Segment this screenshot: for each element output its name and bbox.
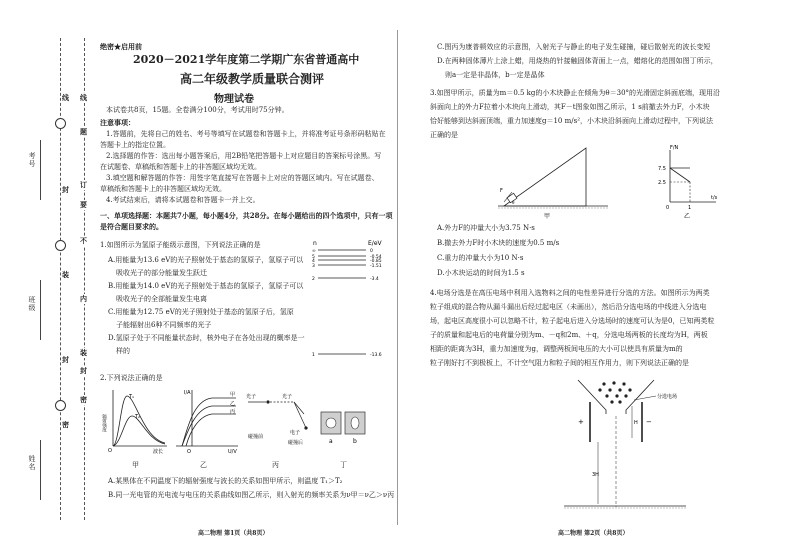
q1-option-a: A.用能量为13.6 eV的光子照射处于基态的氢原子，氢原子可以 — [108, 256, 304, 264]
page-divider — [397, 30, 398, 525]
margin-line-label-2: 封 — [62, 185, 69, 194]
exam-number-underline — [40, 140, 41, 200]
compton-before: 碰撞前 — [248, 434, 264, 440]
energy-level-e: -13.6 — [370, 353, 382, 358]
q4-figure-separator — [560, 372, 690, 512]
energy-level-n: 3 — [312, 264, 315, 269]
ft-one: 1 — [688, 205, 692, 211]
subject-title: 物理试卷 — [214, 94, 254, 105]
margin-char-1: 线 — [80, 93, 87, 102]
photocurrent-o: O — [187, 449, 191, 455]
wax-b: b — [353, 438, 357, 445]
q3-line: 3.如图甲所示，质量为m＝0.5 kg的小木块静止在倾角为θ＝30°的光滑固定斜面底端，现用沿 — [430, 89, 721, 97]
binding-line-inner — [84, 38, 85, 520]
photocurrent-x-label: U/V — [228, 449, 237, 455]
q4-line: 粒子刚好打不到极板上，不计空气阻力和粒子间的相互作用力，则下列说法正确的是 — [430, 359, 689, 367]
margin-char-8: 封 — [80, 366, 87, 375]
compton-photon: 光子 — [246, 394, 257, 400]
energy-level-e: 0 — [370, 249, 373, 254]
q2-option-d-cont: 则a一定是非晶体，b一定是晶体 — [445, 71, 545, 79]
level-n-head: n — [313, 240, 317, 247]
q1-option-c: C.用能量为12.75 eV的光子照射处于基态的氢原子后，氢原 — [108, 308, 294, 316]
incline-F: F — [500, 188, 503, 194]
incline-theta: θ — [512, 200, 515, 205]
q3-option-a: A.外力F的冲量大小为3.75 N·s — [437, 224, 535, 232]
ft-v2: 2.5 — [658, 180, 666, 186]
q2-continued — [437, 40, 718, 82]
compton-electron: 电子 — [290, 430, 301, 436]
energy-level-n: ∞ — [312, 249, 316, 254]
notes-item: 4.考试结束后，请将本试题卷和答题卡一并上交。 — [106, 196, 260, 204]
photocurrent-y-label: I/A — [184, 390, 191, 396]
notes-item: 草稿纸和答题卡上的非答题区域均无效。 — [100, 185, 226, 193]
energy-level-e: -1.51 — [370, 264, 382, 269]
fig-label-jia: 甲 — [132, 461, 139, 469]
separator-label: 分选电场 — [657, 394, 678, 400]
q4-line: 子的质量和起电后的电荷量分别为m、－q和2m、＋q，分选电场两板的长度均为H，两板 — [430, 331, 708, 339]
notes-item: 在试题卷、草稿纸和答题卡上的非答题区域均无效。 — [100, 163, 261, 171]
exam-number-field: 考号 — [28, 152, 36, 168]
binding-line-outer — [60, 38, 61, 520]
exam-info: 本试卷共8页，15题。全卷满分100分，考试用时75分钟。 — [106, 106, 289, 114]
section1-heading: 一、单项选择题：本题共7小题，每小题4分，共28分。在每小题给出的四个选项中，只有一项 — [100, 211, 393, 220]
energy-level-n: 4 — [312, 259, 315, 264]
blackbody-y-label: 辐射强度 — [101, 414, 107, 432]
q1-option-d-cont: 样的 — [116, 347, 130, 355]
q1-options — [108, 254, 305, 358]
energy-levels — [312, 248, 382, 358]
margin-line-label-4: 封 — [62, 355, 69, 364]
blackbody-t2: T₂ — [135, 414, 141, 420]
separator-h: H — [634, 420, 638, 426]
secret-label: 绝密★启用前 — [100, 42, 142, 51]
class-field: 班级 — [28, 296, 36, 312]
q3-option-d: D.小木块运动的时间为1.5 s — [437, 269, 525, 277]
q3-line: 斜面向上的外力F拉着小木块向上滑动，其F－t图象如图乙所示，1 s前撤去外力F，小木块 — [430, 103, 710, 111]
energy-level-n: 5 — [312, 255, 315, 260]
name-underline — [40, 440, 41, 500]
title-line-1: 2020－2021学年度第二学期广东省普通高中 — [133, 53, 360, 66]
line-label-bing: 丙 — [230, 409, 236, 415]
margin-circle-2 — [55, 240, 66, 251]
energy-level-e: -3.4 — [370, 277, 379, 282]
class-underline — [40, 280, 41, 340]
q2-option-c: C.图丙为康普顿效应的示意图，入射光子与静止的电子发生碰撞，碰后散射光的波长变短 — [437, 43, 711, 51]
energy-level-e: -0.54 — [370, 255, 382, 260]
q4-line: 粒子组成的混合物从漏斗漏出后经过起电区（未画出），然后沿分选电场的中线进入分选电 — [430, 303, 707, 311]
q3-figure-ft — [656, 144, 722, 220]
energy-level-e: -0.85 — [370, 259, 382, 264]
margin-char-4: 要 — [80, 200, 87, 209]
q3-figure-incline — [490, 140, 610, 220]
separator-minus: − — [646, 418, 652, 426]
q1-option-b: B.用能量为14.0 eV的光子照射处于基态的氢原子，氢原子可以 — [108, 282, 304, 290]
q1-option-c-cont: 子能辐射出6种不同频率的光子 — [116, 321, 212, 329]
ft-o: 0 — [666, 205, 670, 211]
margin-circle-3 — [55, 400, 66, 411]
margin-line-label-3: 装 — [62, 270, 69, 279]
compton-after: 碰撞后 — [288, 440, 304, 446]
ft-x-label: t/s — [711, 195, 718, 201]
q2-stem: 2.下列说法正确的是 — [100, 374, 163, 382]
q3-line: 恰好能够到达斜面顶端，重力加速度g＝10 m/s²，小木块沿斜面向上滑动过程中，下列说法 — [430, 117, 714, 125]
q3-option-b: B.撤去外力F时小木块的速度为0.5 m/s — [437, 239, 560, 247]
fig-label-bing: 丙 — [272, 461, 279, 469]
level-e-head: E/eV — [368, 240, 382, 247]
margin-char-5: 不 — [80, 236, 87, 245]
q1-stem: 1.如图所示为氢原子能级示意图，下列说法正确的是 — [100, 241, 261, 249]
ft-v1: 7.5 — [658, 166, 666, 172]
ft-y-label: F/N — [670, 145, 679, 151]
footer-left: 高二物理 第1页（共8页） — [198, 530, 269, 537]
margin-char-3: 订 — [80, 180, 87, 189]
q1-option-b-cont: 吸收光子的全部能量发生电离 — [116, 295, 207, 303]
title-line-2: 高二年级教学质量联合测评 — [180, 72, 325, 86]
separator-plus: + — [578, 418, 584, 426]
notes-item: 2.选择题的作答：选出每小题答案后，用2B铅笔把答题卡上对应题目的答案标号涂黑。写 — [106, 152, 382, 160]
incline-jia: 甲 — [544, 213, 551, 220]
margin-line-label-1: 线 — [62, 93, 69, 102]
q3-stem — [430, 86, 720, 142]
q4-line: 4.电场分选是在高压电场中利用入选物料之间的电性差异进行分选的方法。如图所示为两类 — [430, 289, 710, 297]
margin-char-2: 题 — [80, 127, 87, 136]
footer-right: 高二物理 第2页（共8页） — [558, 530, 629, 537]
q3-line: 正确的是 — [430, 131, 458, 139]
name-field: 姓名 — [28, 455, 36, 471]
fig-label-ding: 丁 — [340, 461, 347, 469]
q2-figure-wax — [318, 410, 368, 446]
q2-option-d: D.在两种固体薄片上涂上蜡，用烧热的针接触固体背面上一点，蜡熔化的范围如图丁所示， — [437, 57, 718, 65]
margin-char-7: 装 — [80, 348, 87, 357]
notes-list — [100, 129, 386, 206]
notes-item: 答题卡上的指定位置。 — [100, 141, 170, 149]
notes-item: 1.答题前，先将自己的姓名、考号等填写在试题卷和答题卡上，并将准考证号条形码粘贴在 — [106, 130, 386, 138]
energy-level-n: 2 — [312, 277, 315, 282]
q3-option-c: C.重力的冲量大小为10 N·s — [437, 254, 524, 262]
q4-line: 场，起电区高度很小可以忽略不计，粒子起电后进入分选场时的速度可认为是0，已知两类粒 — [430, 317, 715, 325]
margin-line-label-5: 密 — [62, 420, 69, 429]
notes-title: 注意事项： — [100, 118, 135, 127]
margin-char-9: 密 — [80, 395, 87, 404]
q1-option-d: D.氢原子处于不同能量状态时，核外电子在各处出现的概率是一 — [108, 334, 305, 342]
q2-option-b: B.同一光电管的光电流与电压的关系曲线如图乙所示，则入射光的频率关系为ν甲＝ν乙＞ν丙 — [108, 491, 395, 499]
fig-label-yi: 乙 — [200, 461, 207, 469]
energy-level-n: 1 — [312, 353, 315, 358]
q2-figure-blackbody — [101, 386, 170, 456]
energy-level-diagram — [310, 236, 390, 361]
line-label-yi: 乙 — [230, 401, 236, 407]
section1-heading-2: 是符合题目要求的。 — [100, 222, 163, 231]
q2-figure-photocurrent — [172, 386, 242, 456]
compton-photon-2: 光子 — [282, 394, 293, 400]
margin-circle-1 — [55, 118, 66, 129]
q2-option-a: A.某黑体在不同温度下的辐射强度与波长的关系如图甲所示，则温度 T₁＞T₂ — [108, 477, 343, 485]
margin-char-6: 内 — [80, 294, 87, 303]
wax-a: a — [329, 438, 333, 445]
blackbody-o: O — [108, 448, 112, 454]
q2-figure-compton — [244, 388, 312, 450]
q4-line: 相距的距离为3H，重力加速度为g，调整两板间电压的大小可以使具有质量为m的 — [430, 345, 683, 353]
blackbody-x-label: 波长 — [153, 449, 164, 455]
ft-yi: 乙 — [684, 213, 691, 220]
q1-option-a-cont: 吸收光子的部分能量发生跃迁 — [116, 269, 207, 277]
separator-3h: 3H — [592, 472, 599, 478]
q4-stem — [430, 286, 714, 370]
q3-options — [437, 221, 559, 281]
line-label-jia: 甲 — [230, 392, 236, 398]
notes-item: 3.填空题和解答题的作答：用签字笔直接写在答题卡上对应的答题区域内。写在试题卷、 — [106, 174, 379, 182]
blackbody-t1: T₁ — [129, 394, 135, 400]
